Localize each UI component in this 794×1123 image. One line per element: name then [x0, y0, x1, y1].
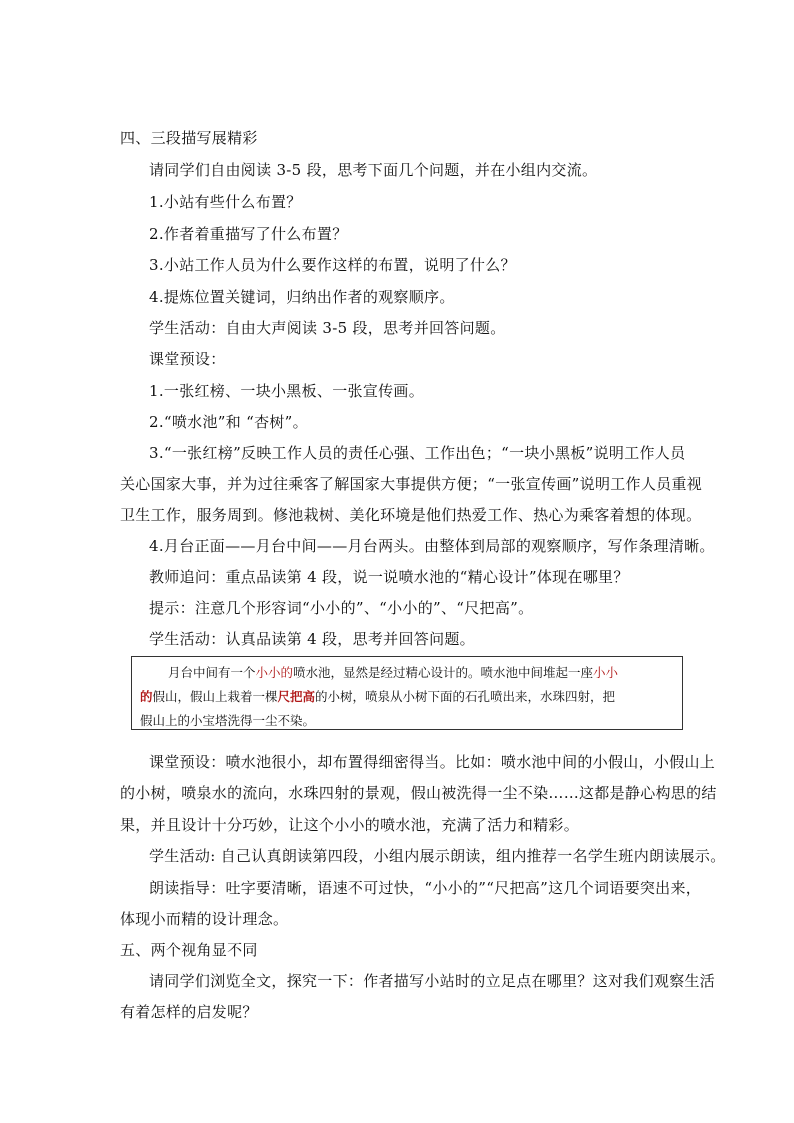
quote-text: 的小树，喷泉从小树下面的石孔喷出来，水珠四射，把: [315, 689, 616, 704]
paragraph: 学生活动：自由大声阅读 3-5 段，思考并回答问题。: [149, 319, 506, 337]
paragraph: 学生活动: 自己认真朗读第四段，小组内展示朗读，组内推荐一名学生班内朗读展示。: [149, 847, 726, 865]
question-item: 2.作者着重描写了什么布置？: [149, 225, 348, 243]
quote-line: 假山上的小宝塔洗得一尘不染。: [140, 713, 316, 728]
section-heading: 四、三段描写展精彩: [120, 129, 258, 147]
paragraph: 教师追问：重点品读第 4 段，说一说喷水池的“精心设计”体现在哪里？: [149, 568, 629, 586]
paragraph: 的小树，喷泉水的流向，水珠四射的景观，假山被洗得一尘不染……这都是静心构思的结: [120, 784, 717, 802]
paragraph: 学生活动：认真品读第 4 段，思考并回答问题。: [149, 630, 475, 648]
quote-highlight: 尺把高: [277, 689, 316, 704]
paragraph: 朗读指导：吐字要清晰，语速不可过快，“小小的”“尺把高”这几个词语要突出来，: [149, 879, 702, 897]
answer-item: 关心国家大事，并为过往乘客了解国家大事提供方便；“一张宣传画”说明工作人员重视: [120, 475, 703, 493]
paragraph: 有着怎样的启发呢？: [120, 1003, 258, 1021]
question-item: 4.提炼位置关键词，归纳出作者的观察顺序。: [149, 288, 455, 306]
question-item: 3.小站工作人员为什么要作这样的布置，说明了什么？: [149, 256, 516, 274]
quote-highlight: 小小的: [255, 665, 294, 680]
paragraph: 请同学们自由阅读 3-5 段，思考下面几个问题，并在小组内交流。: [149, 161, 598, 179]
answer-item: 4.月台正面——月台中间——月台两头。由整体到局部的观察顺序，写作条理清晰。: [149, 537, 715, 555]
answer-item: 卫生工作，服务周到。修池栽树、美化环境是他们热爱工作、热心为乘客着想的体现。: [120, 506, 702, 524]
paragraph: 体现小而精的设计理念。: [120, 910, 289, 928]
quote-line: [140, 661, 674, 685]
paragraph: 果，并且设计十分巧妙，让这个小小的喷水池，充满了活力和精彩。: [120, 816, 580, 834]
answer-item: 3.“一张红榜”反映工作人员的责任心强、工作出色；“一块小黑板”说明工作人员: [149, 444, 686, 462]
paragraph: 提示：注意几个形容词“小小的”、“小小的”、“尺把高”。: [149, 599, 534, 617]
quote-text: 月台中间有一个: [168, 665, 256, 680]
quote-text: 喷水池，显然是经过精心设计的。喷水池中间堆起一座: [293, 665, 594, 680]
quote-box: [131, 656, 683, 730]
quote-text: 假山，假山上栽着一棵: [152, 689, 278, 704]
section-heading: 五、两个视角显不同: [120, 941, 258, 959]
quote-line: [140, 685, 674, 709]
answer-item: 1.一张红榜、一块小黑板、一张宣传画。: [149, 382, 425, 400]
quote-highlight: 小小: [593, 665, 619, 680]
paragraph: 课堂预设：喷水池很小，却布置得细密得当。比如：喷水池中间的小假山，小假山上: [149, 753, 716, 771]
paragraph: 课堂预设：: [149, 350, 226, 368]
paragraph: 请同学们浏览全文，探究一下：作者描写小站时的立足点在哪里？这对我们观察生活: [149, 972, 716, 990]
quote-highlight: 的: [140, 689, 153, 704]
question-item: 1.小站有些什么布置？: [149, 193, 302, 211]
answer-item: 2.“喷水池”和 “杏树”。: [149, 413, 308, 431]
